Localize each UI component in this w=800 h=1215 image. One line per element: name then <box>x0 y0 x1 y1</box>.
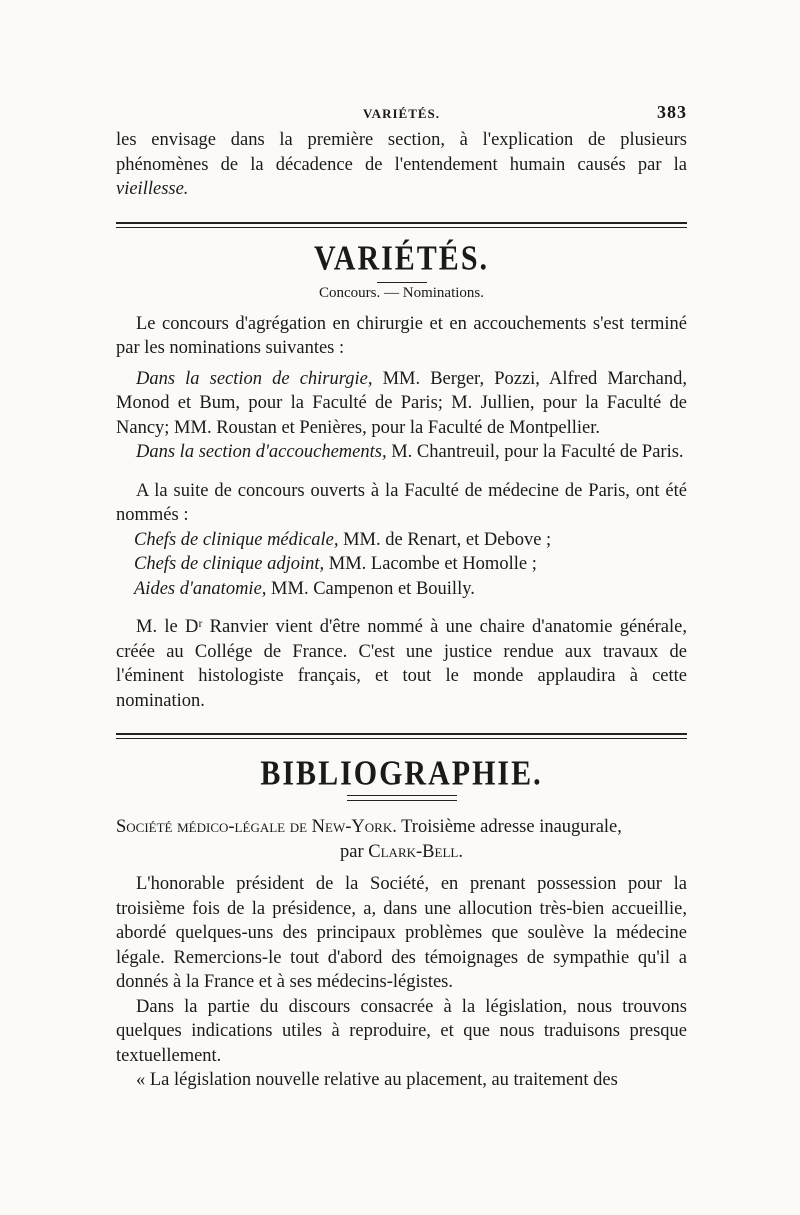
intro-text: les envisage dans la première section, à l'explication de plusieurs phénomènes de la décadence de l'entendement humain causés par la <box>116 130 687 175</box>
running-head <box>116 96 687 126</box>
paragraph-nommes: A la suite de concours ouverts à la Faculté de médecine de Paris, ont été nommés : <box>116 480 687 525</box>
spacer <box>116 864 687 872</box>
section-title-bibliographie: BIBLIOGRAPHIE. <box>260 754 543 793</box>
list-item-text: MM. de Renart, et Debove ; <box>338 529 552 550</box>
bibliography-author-line <box>116 840 687 865</box>
paragraph-legislation: Dans la partie du discours consacrée à la législation, nous trouvons quelques indications utiles à reproduire, et que nous traduisons presque textuellement. <box>116 996 687 1066</box>
intro-italic-end: vieillesse. <box>116 179 189 199</box>
spacer <box>116 465 687 479</box>
bibliography-heading-text: Troisième adresse inaugurale, <box>396 817 622 837</box>
section-accouchements-text: M. Chantreuil, pour la Faculté de Paris. <box>386 442 684 462</box>
spacer <box>116 801 687 815</box>
title-underline <box>377 282 427 283</box>
section-divider <box>116 222 687 228</box>
intro-paragraph <box>116 128 687 202</box>
paragraph-accouchements <box>116 440 687 465</box>
spacer <box>116 601 687 615</box>
list-item-label: Chefs de clinique adjoint, <box>134 554 325 574</box>
paragraph-concours: Le concours d'agrégation en chirurgie et en accouchements s'est terminé par les nominations suivantes : <box>116 313 687 358</box>
bibliography-heading <box>116 815 687 840</box>
list-item <box>116 577 687 602</box>
list-item-text: MM. Lacombe et Homolle ; <box>324 554 537 574</box>
bibliography-by: par <box>340 841 369 862</box>
paragraph-president: L'honorable président de la Société, en prenant possession pour la troisième fois de la présidence, a, dans une allocution très-bien accueillie, abordé quelques-uns des principaux problèmes que soulève la médecine légale. Remercions-le tout d'abord des témoignages de sympathie qu'il a donnés à la France et à ses médecins-légistes. <box>116 874 687 992</box>
section-subtitle: Concours. — Nominations. <box>319 284 484 301</box>
paragraph-quote: « La législation nouvelle relative au placement, au traitement des <box>136 1070 618 1090</box>
running-head-title: VARIÉTÉS. <box>362 106 441 121</box>
section-chirurgie-label: Dans la section de chirurgie, <box>136 368 373 389</box>
list-item <box>116 552 687 577</box>
list-item-label: Chefs de clinique médicale, <box>134 529 339 550</box>
nominations-list <box>116 528 687 602</box>
section-divider <box>116 733 687 739</box>
list-item <box>116 528 687 553</box>
section-accouchements-label: Dans la section d'accouchements, <box>136 442 387 462</box>
section-title-varietes: VARIÉTÉS. <box>313 238 490 277</box>
paragraph-ranvier: M. le Dʳ Ranvier vient d'être nommé à une chaire d'anatomie générale, créée au Collége de France. C'est une justice rendue aux travaux de l'éminent histologiste français, et tout le monde applaudira à cette nomination. <box>116 617 687 711</box>
page-number: 383 <box>657 102 687 122</box>
paragraph-chirurgie <box>116 367 687 441</box>
bibliography-society: Société médico-légale de New-York. <box>116 817 397 837</box>
list-item-text: MM. Campenon et Bouilly. <box>266 578 475 599</box>
bibliography-author: Clark-Bell. <box>368 841 463 862</box>
list-item-label: Aides d'anatomie, <box>134 578 267 599</box>
section-chirurgie-text: MM. Berger, Pozzi, Alfred Marchand, Monod et Bum, pour la Faculté de Paris; M. Jullien, pour la Faculté de Nancy; MM. Roustan et Penières, pour la Faculté de Montpellier. <box>116 368 687 438</box>
